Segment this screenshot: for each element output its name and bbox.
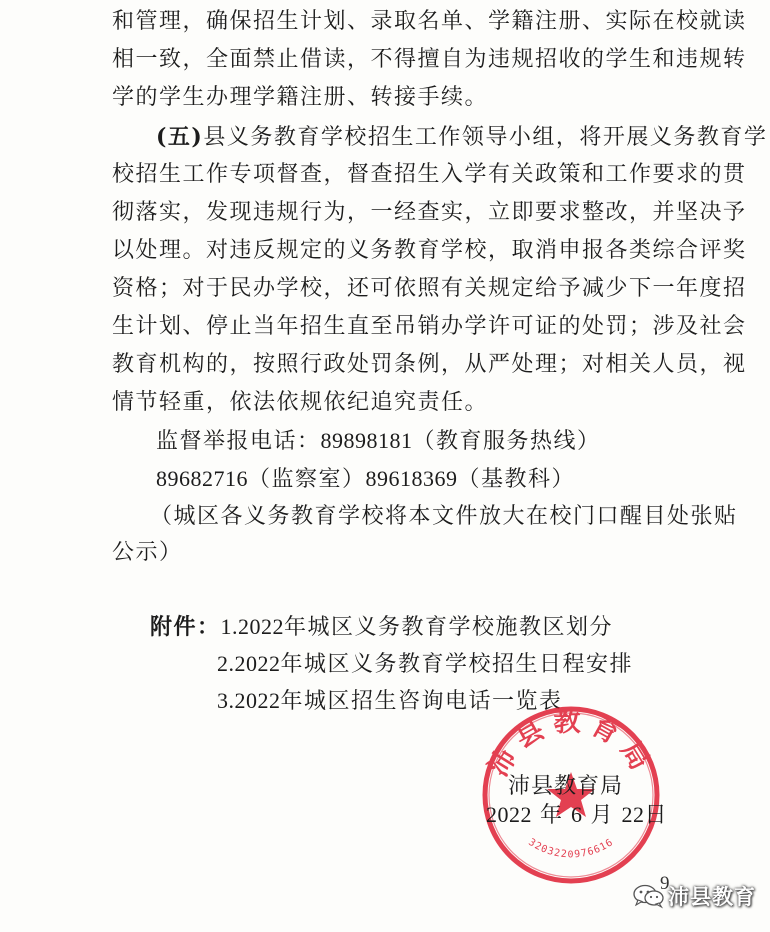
page-number: 9 xyxy=(660,873,670,894)
hotline-line-1 xyxy=(156,425,601,458)
body-line-11: 情节轻重，依法依规依纪追究责任。 xyxy=(112,390,489,415)
issue-date xyxy=(486,800,668,831)
body-line-6: 彻落实，发现违规行为，一经查实，立即要求整改，并坚决予 xyxy=(112,200,747,225)
body-line-5: 校招生工作专项督查，督查招生入学有关政策和工作要求的贯 xyxy=(112,162,747,187)
section-number: (五) xyxy=(156,124,204,150)
date-year: 2022 xyxy=(486,802,532,827)
watermark-text: 沛县教育 xyxy=(668,885,756,909)
attachment-2-text: 年城区义务教育学校招生日程安排 xyxy=(280,652,634,677)
hotline-tel-3: 89618369 xyxy=(365,466,458,491)
date-year-unit: 年 xyxy=(540,803,564,828)
attachment-line-2 xyxy=(217,648,633,681)
notice-line-1: （城区各义务教育学校将本文件放大在校门口醒目处张贴 xyxy=(150,504,738,529)
body-line-8: 资格；对于民办学校，还可依照有关规定给予减少下一年度招 xyxy=(112,276,747,301)
hotline-note-3: （基教科） xyxy=(457,467,576,492)
attachment-1-num: 1.2022 xyxy=(220,614,285,639)
svg-text:3203220976616 xyxy=(526,837,615,860)
wechat-icon xyxy=(632,883,666,909)
attachment-3-text: 年城区招生咨询电话一览表 xyxy=(280,689,563,714)
date-month: 6 xyxy=(571,802,583,827)
body-line-2: 相一致，全面禁止借读，不得擅自为违规招收的学生和违规转 xyxy=(112,47,747,72)
hotline-label: 监督举报电话： xyxy=(156,429,321,454)
date-day: 22 xyxy=(621,802,645,827)
hotline-tel-2: 89682716 xyxy=(156,466,248,491)
hotline-line-2 xyxy=(156,463,575,496)
date-month-unit: 月 xyxy=(590,803,614,828)
body-line-3: 学的学生办理学籍注册、转接手续。 xyxy=(112,85,489,110)
hotline-note-1: （教育服务热线） xyxy=(412,429,601,454)
body-line-7: 以处理。对违反规定的义务教育学校，取消申报各类综合评奖 xyxy=(112,238,747,263)
body-line-4-text: 县义务教育学校招生工作领导小组，将开展义务教育学 xyxy=(203,125,768,150)
attachment-label: 附件： xyxy=(150,614,221,640)
body-line-1: 和管理，确保招生计划、录取名单、学籍注册、实际在校就读 xyxy=(112,9,747,34)
body-line-9: 生计划、停止当年招生直至吊销办学许可证的处罚；涉及社会 xyxy=(112,314,747,339)
seal-code: 3203220976616 xyxy=(526,836,616,861)
notice-line-2: 公示） xyxy=(112,540,183,565)
source-watermark xyxy=(632,880,756,912)
body-line-4 xyxy=(156,121,767,154)
hotline-tel-1: 89898181 xyxy=(320,428,413,453)
attachment-1-text: 年城区义务教育学校施教区划分 xyxy=(284,615,614,640)
attachment-3-num: 3.2022 xyxy=(217,688,281,713)
issuer-name: 沛县教育局 xyxy=(508,774,624,799)
attachment-2-num: 2.2022 xyxy=(217,651,281,676)
attachment-line-1 xyxy=(150,611,613,644)
hotline-note-2: （监察室） xyxy=(248,467,366,492)
body-line-10: 教育机构的，按照行政处罚条例，从严处理；对相关人员，视 xyxy=(112,352,747,377)
date-day-unit: 日 xyxy=(644,803,668,828)
svg-text:沛县教育局: 沛县教育局 xyxy=(482,707,660,783)
